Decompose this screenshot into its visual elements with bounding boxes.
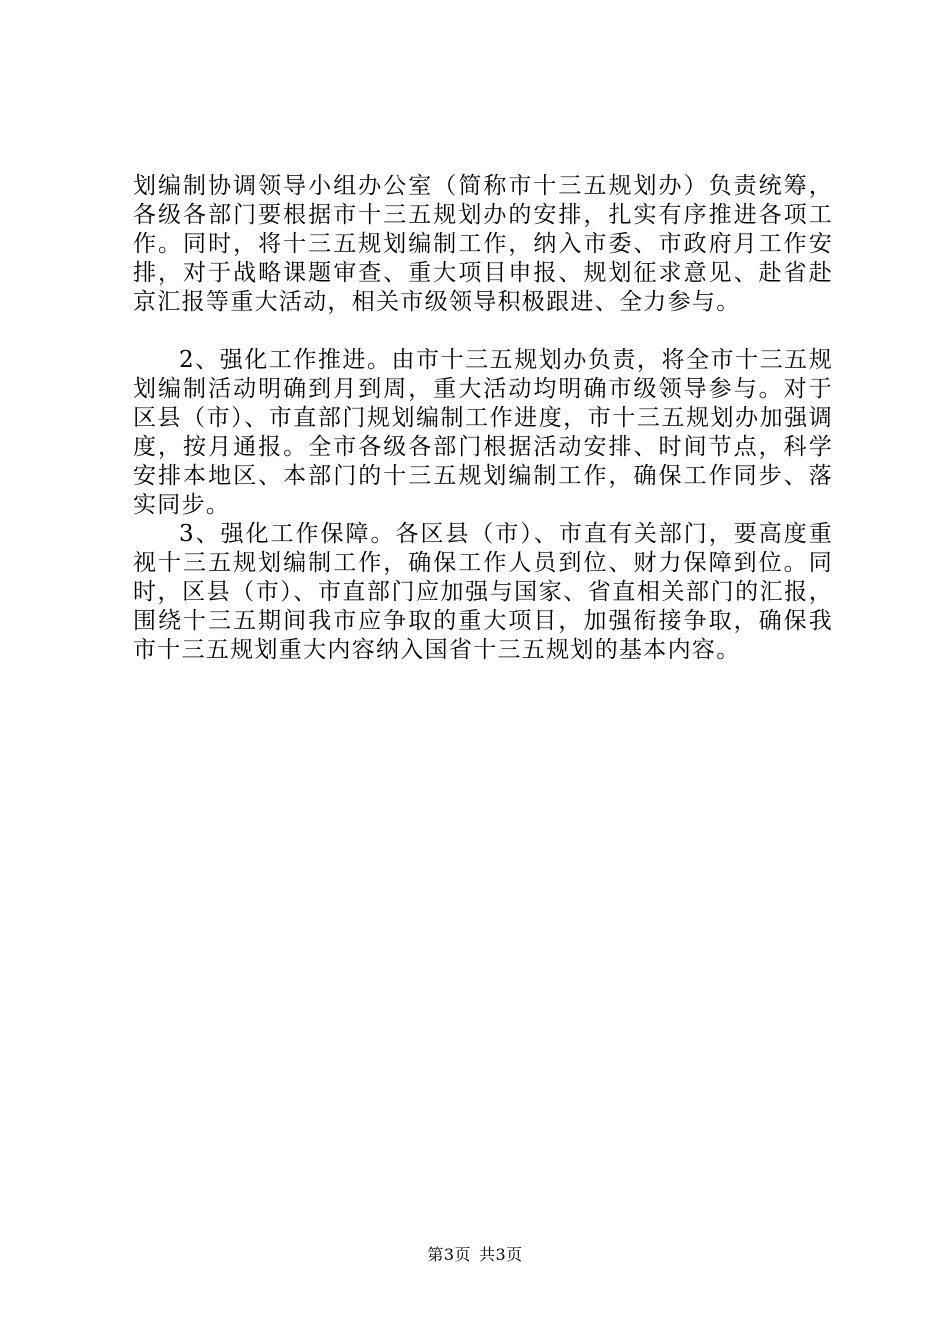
paragraph-continued: 划编制协调领导小组办公室（简称市十三五规划办）负责统筹，各级各部门要根据市十三五规划办的安排，扎实有序推进各项工作。同时，将十三五规划编制工作，纳入市委、市政府月工作安排，对于战略课题审查、重大项目申报、规划征求意见、赴省赴京汇报等重大活动，相关市级领导积极跟进、全力参与。 <box>133 173 833 315</box>
paragraph-strengthen-guarantee: 3、强化工作保障。各区县（市）、市直有关部门，要高度重视十三五规划编制工作，确保工作人员到位、财力保障到位。同时，区县（市）、市直部门应加强与国家、省直相关部门的汇报，围绕十三五期间我市应争取的重大项目，加强衔接争取，确保我市十三五规划重大内容纳入国省十三五规划的基本内容。 <box>133 521 833 663</box>
paragraph-strengthen-promotion: 2、强化工作推进。由市十三五规划办负责，将全市十三五规划编制活动明确到月到周，重大活动均明确市级领导参与。对于区县（市）、市直部门规划编制工作进度，市十三五规划办加强调度，按月通报。全市各级各部门根据活动安排、时间节点，科学安排本地区、本部门的十三五规划编制工作，确保工作同步、落实同步。 <box>133 347 833 518</box>
page-total: 共3页 <box>479 1245 523 1264</box>
page-number: 第3页 <box>427 1245 471 1264</box>
document-body <box>133 172 833 665</box>
page-footer <box>0 1245 950 1265</box>
